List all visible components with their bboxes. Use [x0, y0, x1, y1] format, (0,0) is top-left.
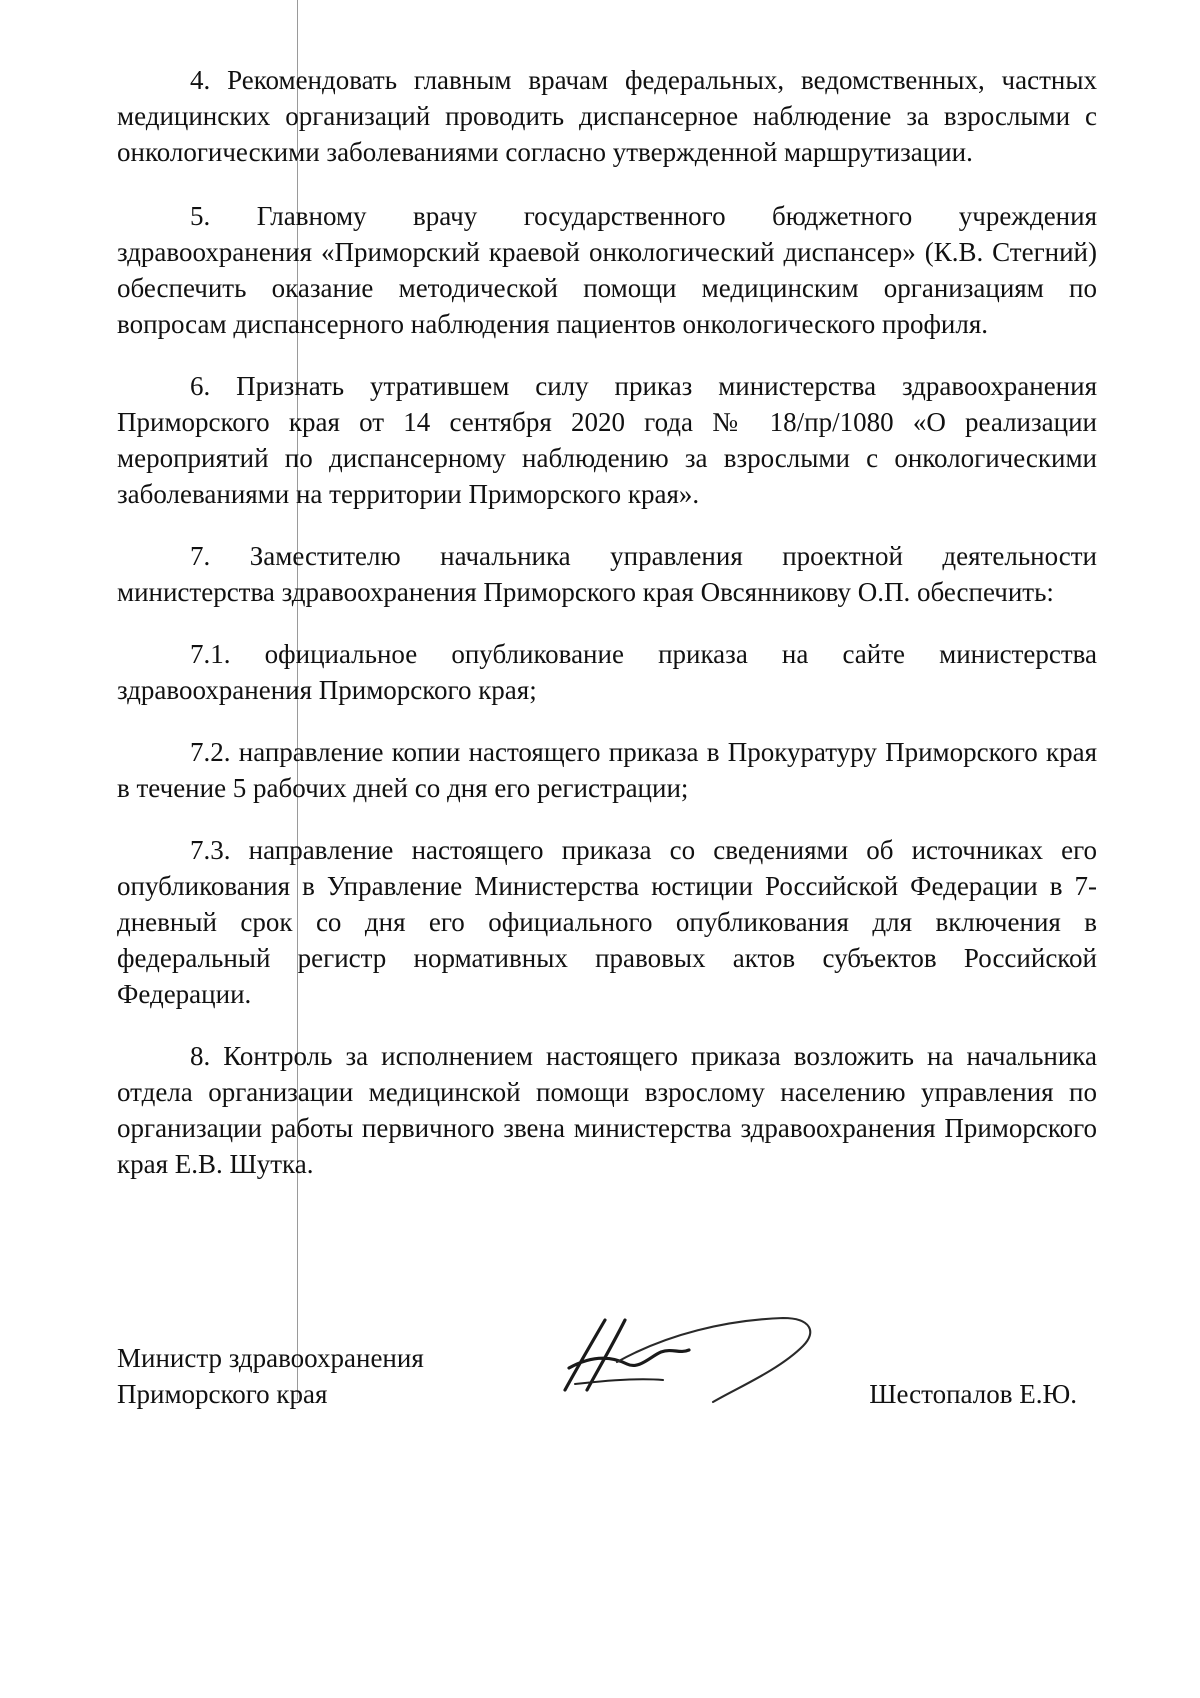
signature-block — [117, 1340, 1097, 1440]
signer-title-line-2: Приморского края — [117, 1379, 328, 1409]
signer-title-line-1: Министр здравоохранения — [117, 1343, 424, 1373]
paragraph-7-3: 7.3. направление настоящего приказа со сведениями об источниках его опубликования в Управление Министерства юстиции Российской Федерации в 7-дневный срок со дня его официального опубликования для включения в федеральный регистр нормативных правовых актов субъектов Российской Федерации. — [117, 835, 1097, 1009]
paragraph-8: 8. Контроль за исполнением настоящего приказа возложить на начальника отдела организации медицинской помощи взрослому населению управления по организации работы первичного звена министерства здравоохранения Приморского края Е.В. Шутка. — [117, 1041, 1097, 1179]
paragraph-5: 5. Главному врачу государственного бюджетного учреждения здравоохранения «Приморский краевой онкологический диспансер» (К.В. Стегний) обеспечить оказание методической помощи медицинским организациям по вопросам диспансерного наблюдения пациентов онкологического профиля. — [117, 201, 1097, 339]
signer-title — [117, 1340, 424, 1412]
paragraph-6: 6. Признать утратившем силу приказ министерства здравоохранения Приморского края от 14 сентября 2020 года № 18/пр/1080 «О реализации мероприятий по диспансерному наблюдению за взрослыми с онкологическими заболеваниями на территории Приморского края». — [117, 371, 1097, 509]
paragraph-7-2: 7.2. направление копии настоящего приказа в Прокуратуру Приморского края в течение 5 рабочих дней со дня его регистрации; — [117, 737, 1097, 803]
paragraph-7: 7. Заместителю начальника управления проектной деятельности министерства здравоохранения Приморского края Овсянникову О.П. обеспечить: — [117, 541, 1097, 607]
paragraph-7-1: 7.1. официальное опубликование приказа на сайте министерства здравоохранения Приморского края; — [117, 639, 1097, 705]
signer-name: Шестопалов Е.Ю. — [869, 1379, 1077, 1409]
document-body — [117, 62, 1097, 1208]
handwritten-signature — [547, 1298, 827, 1408]
paragraph-4: 4. Рекомендовать главным врачам федеральных, ведомственных, частных медицинских организаций проводить диспансерное наблюдение за взрослыми с онкологическими заболеваниями согласно утвержденной маршрутизации. — [117, 65, 1097, 167]
